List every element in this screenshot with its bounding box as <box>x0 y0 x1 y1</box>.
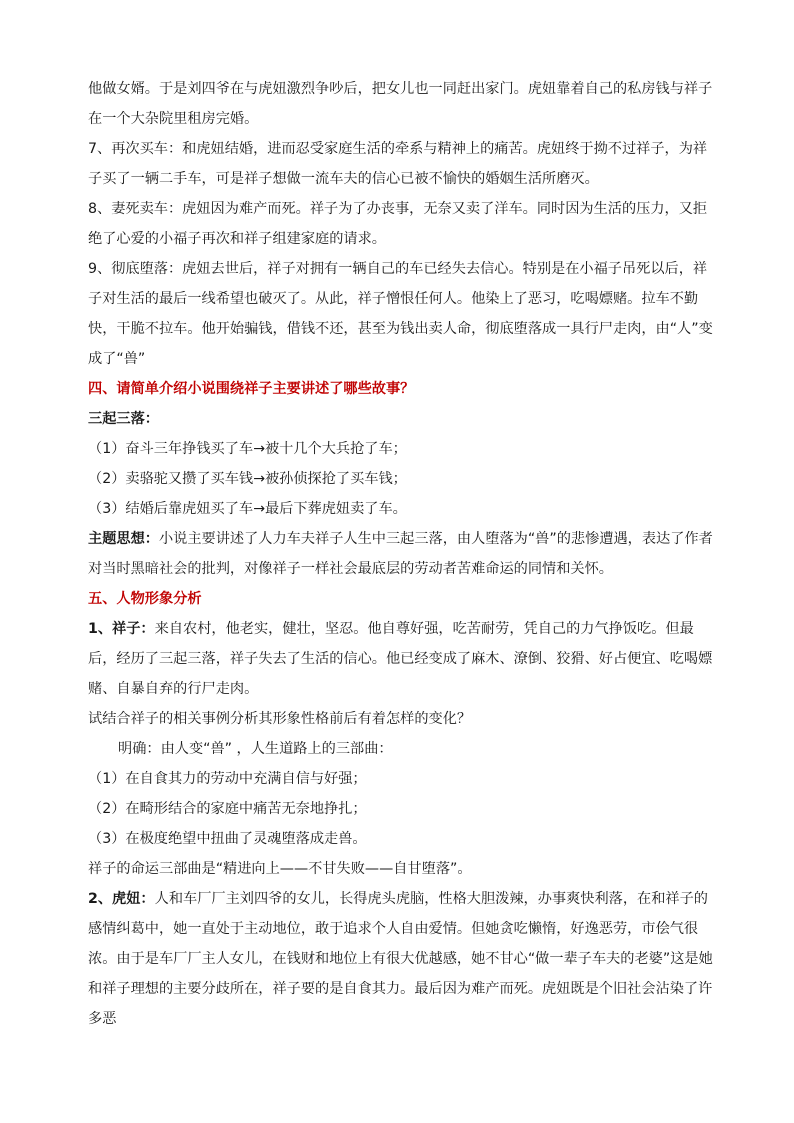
paragraph-fall: 9、彻底堕落：虎妞去世后，祥子对拥有一辆自己的车已经失去信心。特别是在小福子吊死以后，祥子对生活的最后一线希望也破灭了。从此，祥子憎恨任何人。他染上了恶习，吃喝嫖赌。拉车不勤快，干脆不拉车。他开始骗钱，借钱不还，甚至为钱出卖人命，彻底堕落成一具行尸走肉，由“人”变成了“兽” <box>88 261 713 367</box>
paragraph-buy-car-again: 7、再次买车：和虎妞结婚，进而忍受家庭生活的牵系与精神上的痛苦。虎妞终于拗不过祥子，为祥子买了一辆二手车，可是祥子想做一流车夫的信心已被不愉快的婚姻生活所磨灭。 <box>88 141 708 187</box>
list-item: （1）奋斗三年挣钱买了车→被十几个大兵抢了车； <box>88 441 407 457</box>
answer-intro: 明确：由人变“兽” ，人生道路上的三部曲： <box>118 741 393 757</box>
list-item: （1）在自食其力的劳动中充满自信与好强； <box>88 771 367 787</box>
list-item: （2）卖骆驼又攒了买车钱→被孙侦探抢了买车钱； <box>88 471 407 487</box>
xiangzi-paragraph <box>88 614 718 704</box>
question: 试结合祥子的相关事例分析其形象性格前后有着怎样的变化？ <box>88 711 472 727</box>
theme-paragraph <box>88 524 718 584</box>
list-item: （3）在极度绝望中扭曲了灵魂堕落成走兽。 <box>88 831 367 847</box>
theme-label: 主题思想： <box>88 531 159 547</box>
xiangzi-text: 来自农村，他老实，健壮，坚忍。他自尊好强，吃苦耐劳，凭自己的力气挣饭吃。但最后，经历了三起三落，祥子失去了生活的信心。他已经变成了麻木、潦倒、狡猾、好占便宜、吃喝嫖赌、自暴自弃的行尸走肉。 <box>88 621 713 697</box>
hunu-text: 人和车厂厂主刘四爷的女儿，长得虎头虎脑，性格大胆泼辣，办事爽快利落，在和祥子的感情纠葛中，她一直处于主动地位，敢于追求个人自由爱情。但她贪吃懒惰，好逸恶劳，市侩气很浓。由于是车厂厂主人女儿，在钱财和地位上有很大优越感，她不甘心“做一辈子车夫的老婆”这是她和祥子理想的主要分歧所在，祥子要的是自食其力。最后因为难产而死。虎妞既是个旧社会沾染了许多恶 <box>88 891 713 1027</box>
section5-heading: 五、人物形象分析 <box>88 591 202 607</box>
section4-subheading: 三起三落： <box>88 411 159 427</box>
theme-text: 小说主要讲述了人力车夫祥子人生中三起三落，由人堕落为“兽”的悲惨遭遇，表达了作者对当时黑暗社会的批判，对像祥子一样社会最底层的劳动者苦难命运的同情和关怀。 <box>88 531 713 577</box>
hunu-label: 2、虎妞： <box>88 891 155 907</box>
hunu-paragraph <box>88 884 718 1034</box>
fate-summary: 祥子的命运三部曲是“精进向上——不甘失败——自甘堕落”。 <box>88 861 472 877</box>
list-item: （2）在畸形结合的家庭中痛苦无奈地挣扎； <box>88 801 367 817</box>
section4-heading: 四、请简单介绍小说围绕祥子主要讲述了哪些故事？ <box>88 381 415 397</box>
xiangzi-label: 1、祥子： <box>88 621 155 637</box>
list-item: （3）结婚后靠虎妞买了车→最后下葬虎妞卖了车。 <box>88 501 407 517</box>
paragraph-wife-dies: 8、妻死卖车：虎妞因为难产而死。祥子为了办丧事，无奈又卖了洋车。同时因为生活的压力，又拒绝了心爱的小福子再次和祥子组建家庭的请求。 <box>88 201 708 247</box>
paragraph-marriage: 他做女婿。于是刘四爷在与虎妞激烈争吵后，把女儿也一同赶出家门。虎妞靠着自己的私房钱与祥子在一个大杂院里租房完婚。 <box>88 81 713 127</box>
document-page <box>88 74 718 1034</box>
